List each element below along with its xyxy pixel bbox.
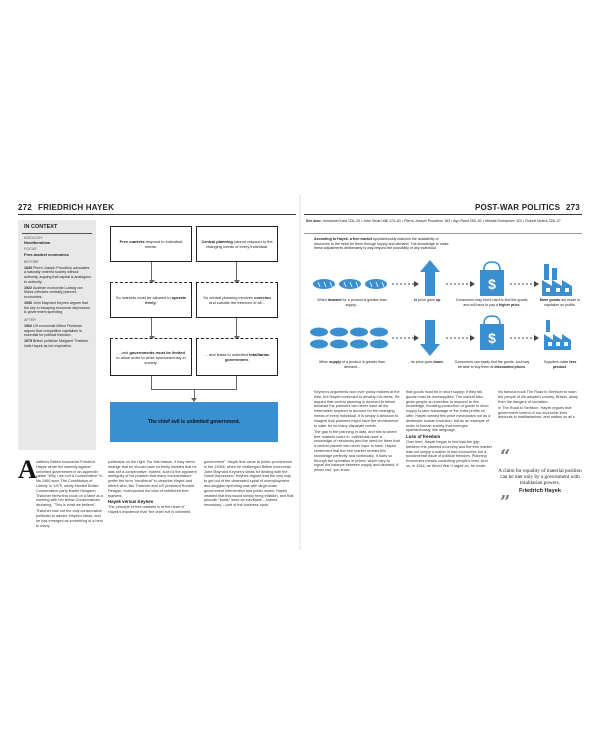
page-number-left: 272	[18, 203, 32, 212]
pull-quote-text: A claim for equality of material position can be met only by a government with totalitarian powers.	[498, 468, 582, 486]
body-paragraph: Keynes's arguments won over policy makers at the time, but Hayek continued to develop his ideas. He argued that central planning is doomed to failure because the planners can never have all the information required to account for the changing needs of every individual. It is simply a delusion to imagine that planners might have the omniscience to cater for so many disparate needs.	[314, 390, 400, 428]
shopping-bag-icon-row1	[480, 262, 504, 296]
flow-box-coercion: So central planning involves coercion and curtails the freedom of all...	[196, 282, 278, 318]
header-rule-left	[18, 214, 296, 215]
flow-box-operate-freely: So markets must be allowed to operate freely.	[110, 282, 192, 318]
dashed-arrow-row1-b	[446, 281, 475, 287]
before-list	[24, 266, 92, 315]
header-rule-right	[304, 214, 582, 215]
after-item	[24, 324, 92, 338]
right-body-col2	[406, 390, 492, 470]
heading-loss-of-freedom: Loss of freedom	[406, 434, 441, 440]
page-header-title-right: POST-WAR POLITICS	[475, 203, 561, 212]
svg-text:$: $	[488, 276, 496, 292]
in-context-heading: IN CONTEXT	[24, 224, 58, 230]
connector-left-1	[151, 262, 152, 282]
left-body-col3	[204, 460, 294, 509]
before-item	[24, 266, 92, 284]
see-also-rule	[304, 233, 582, 234]
before-item	[24, 301, 92, 315]
see-also-text: Immanuel Kant 126–29 • John Stuart Mill 174–81 • Pierre-Joseph Proudhon 183 • Ayn Rand 280–81 • Mikhail Gorbachev 322 • Robert Nozick 326–27	[322, 219, 561, 223]
see-also-label: See also:	[306, 219, 322, 223]
after-year: 1975	[24, 339, 33, 344]
drop-cap: A	[18, 455, 37, 484]
bread-icon-row1	[313, 279, 387, 289]
book-gutter	[299, 195, 301, 550]
body-paragraph: government". Hayek first came to public prominence in the 1930s, when he challenged British economist John Maynard Keynes's ideas for dealing with the Great Depression. Keynes argued that the only way to get out of the downward spiral of unemployment and sluggish spending was with large-scale government intervention and public works. Hayek insisted that this would simply bring inflation, and that periodic "busts" were an inevitable – indeed necessary – part of the business cycle.	[204, 460, 294, 508]
before-item	[24, 286, 92, 300]
infographic-intro: According to Hayek, a free market spontaneously matches the availability of resources to the need for them through supply and demand. The knowledge to make these adjustments deliberately is way beyond the possibility of any individual.	[314, 237, 449, 251]
caption-row2-price-down: ...its price goes down.	[408, 360, 444, 364]
svg-text:$: $	[488, 330, 496, 346]
before-label: BEFORE	[24, 259, 39, 264]
conclusion-text: The chief evil is unlimited government.	[147, 419, 241, 425]
focus-value: Free-market economics	[24, 251, 69, 257]
infographic-graphic	[306, 256, 584, 376]
after-list	[24, 324, 92, 348]
connector-right-2	[236, 318, 237, 338]
connector-right-1	[236, 262, 237, 282]
left-body-col2	[108, 460, 198, 516]
body-paragraph: his famous book The Road to Serfdom to warn the people of his adopted country, Britain, away from the dangers of socialism.	[498, 390, 578, 404]
page-header-title-left: FRIEDRICH HAYEK	[38, 203, 115, 212]
conclusion-box	[110, 402, 278, 442]
body-paragraph: The principle of free markets is at the heart of Hayek's insistence that "the chief evil is unlimited	[108, 505, 191, 514]
flow-box-central-planning: Central planning cannot respond to the changing needs of every individual.	[196, 226, 278, 262]
dashed-arrow-row1-c	[510, 281, 539, 287]
pull-quote-author: Friedrich Hayek	[519, 488, 561, 494]
connector-left-2	[151, 318, 152, 338]
open-quote-icon: “	[500, 446, 511, 467]
pull-quote	[498, 448, 582, 538]
after-year: 1962	[24, 323, 33, 328]
dashed-arrow-row1-a	[392, 281, 419, 287]
after-item	[24, 339, 92, 348]
body-paragraph: politicians on the right. For this reason, it may seem strange that he should have so firmly insisted that he was not a conservative. Indeed, such is the apparent ambiguity of his position that many commentators prefer the term "neoliberal" to describe Hayek and others who, like Thatcher and US president Ronald Reagan, championed the idea of unfettered free markets.	[108, 460, 197, 498]
connector-right-3	[236, 376, 237, 390]
body-paragraph: uattines British economist Friedrich Hayek wrote his warning against unlimited government in an appendix called "Why I am not a Conservative" in his 1960 work The Constitution of Liberty. In 1975, newly elected British Conservative party leader Margaret Thatcher threw this book on a table at a meeting with her fellow Conservatives declaring, "This is what we believe".	[36, 460, 103, 508]
before-year: 1922	[24, 285, 33, 290]
flow-box-limited-government: ... and governments must be limited to allow order to arise spontaneously in society.	[110, 338, 192, 376]
after-text: British politician Margaret Thatcher hails Hayek as her inspiration.	[24, 339, 89, 348]
caption-row2-less-product: Suppliers make less product.	[543, 360, 577, 369]
page-number-right: 273	[566, 203, 580, 212]
body-paragraph: In The Road to Serfdom, Hayek argues that government control of our economic lives amounts to totalitarianism, and makes us all s	[498, 405, 575, 420]
see-also	[306, 219, 582, 224]
caption-row2-supply: When supply of a product is greater than demand...	[319, 360, 385, 369]
ideology-value: Neoliberalism	[24, 240, 51, 246]
ideology-label: IDEOLOGY	[24, 235, 43, 240]
caption-row1-price-up: ...its price goes up.	[410, 298, 442, 302]
before-year: 1840	[24, 265, 33, 270]
dashed-arrow-row2-c	[510, 335, 539, 341]
heading-hayek-versus-keynes: Hayek versus Keynes	[108, 499, 154, 505]
flow-box-free-markets: Free markets respond to individual needs.	[110, 226, 192, 262]
dashed-arrow-row2-b	[446, 335, 475, 341]
caption-row1-higher-price: Consumers may find it hard to find the goods, and will have to pay a higher price.	[455, 298, 529, 307]
focus-label: FOCUS	[24, 247, 37, 252]
arrow-down-icon	[420, 320, 440, 356]
body-paragraph: The gap in the planning in data, and this is where free markets come in. Individuals have a knowledge of resources and the need for them that a central planner can never hope to have. Hayek contended that the free market reveals this knowledge perfectly and continually. It does so through the operation of prices, which vary to signal the balance between supply and demand. If prices rise, you know	[314, 429, 400, 473]
close-quote-icon: ”	[500, 492, 511, 513]
before-text: Austrian economist Ludwig von Mises criticizes centrally planned economies.	[24, 285, 83, 299]
before-text: John Maynard Keynes argues that the key to escaping economic depression is government spending.	[24, 301, 90, 315]
body-paragraph: Over time, Hayek began to feel that the gap between the planned economy and the free market was not simply a matter of bad economics but a fundamental issue of political freedom. Planning economies means controlling people's lives. And so, in 1944, as World War II raged on, he wrote	[406, 439, 492, 468]
left-body-col1	[36, 460, 104, 530]
arrow-up-icon	[420, 260, 440, 296]
right-body-col3	[498, 390, 582, 422]
after-text: US economist Milton Friedman argues that competitive capitalism is essential for political freedom.	[24, 323, 83, 338]
body-paragraph: that goods must be in short supply; if they fall, goods must be oversupplied. The market also gives people an incentive to respond to this knowledge, boosting production of goods in short supply to take advantage of the extra profits on offer. Hayek viewed this price mechanism not as a deliberate human invention, but as an example of order in human society that emerges spontaneously, like language.	[406, 390, 491, 433]
caption-row1-more-goods: More goods are made to capitalize on profits.	[539, 298, 581, 307]
before-text: Pierre-Joseph Proudhon advocates a naturally ordered society without authority, arguing that capital is analogous to authority.	[24, 265, 92, 284]
caption-row2-discounted: Consumers can easily find the goods, and may be able to buy them at discounted prices.	[454, 360, 530, 369]
in-context-sidebar	[18, 220, 96, 450]
connector-left-3	[151, 376, 152, 390]
after-label: AFTER	[24, 317, 36, 322]
dashed-arrow-row2-a	[392, 335, 419, 341]
sidebar-rule	[22, 233, 92, 234]
body-paragraph: Thatcher was not the only conservative politician to admire Hayek's ideas, and he has emerged as something of a hero to many	[36, 509, 104, 528]
caption-row1-demand: When demand for a product is greater than supply...	[317, 298, 387, 307]
factory-icon-row1	[542, 264, 572, 296]
factory-icon-row2	[544, 320, 571, 350]
bread-icon-row2	[310, 328, 388, 349]
flow-box-totalitarian: ... and leads to unlimited totalitarian government.	[196, 338, 278, 376]
shopping-bag-icon-row2	[480, 316, 504, 350]
before-year: 1936	[24, 301, 33, 306]
right-body-col1	[314, 390, 400, 475]
